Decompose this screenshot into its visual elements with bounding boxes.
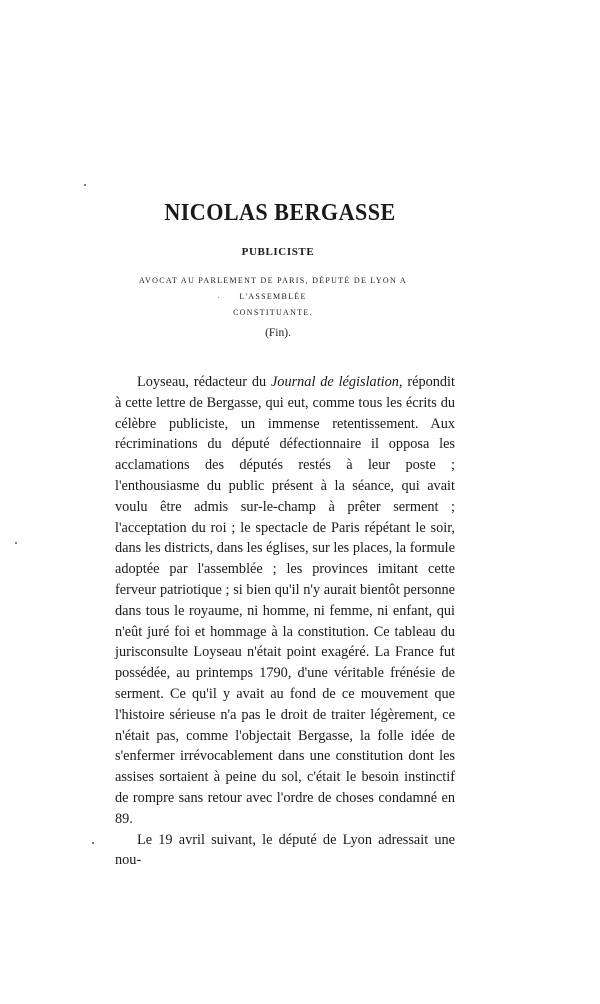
paragraph-1 [115, 372, 455, 830]
body-text [115, 372, 455, 871]
paragraph-1-rest: répondit à cette lettre de Bergasse, qui eut, comme tous les écrits du célèbre publiciste, un immense retentissement. Aux récriminations du député défectionnaire il opposa les acclamations des députés restés à leur poste ; l'enthousiasme du public présent à la séance, qui avait voulu être admis sur-le-champ à prêter serment ; l'acceptation du roi ; le spectacle de Paris répétant le soir, dans les districts, dans les églises, sur les places, la formule adoptée par l'assemblée ; les provinces imitant cette ferveur patriotique ; si bien qu'il n'y aurait bientôt personne dans tous le royaume, ni homme, ni femme, ni enfant, qui n'eût juré foi et hommage à la constitution. Ce tableau du jurisconsulte Loyseau n'était point exagéré. La France fut possédée, au printemps 1790, d'une véritable frénésie de serment. Ce qu'il y avait au fond de ce mouvement que l'histoire sérieuse n'a pas le droit de traiter légèrement, ce n'était pas, comme l'objectait Bergasse, la folle idée de s'enfermer irrévocablement dans une constitution dont les assises sortaient à peine du sol, c'était le besoin instinctif de rompre sans retour avec l'ordre de choses condamné en 89. [115, 374, 455, 827]
article-title: NICOLAS BERGASSE [164, 200, 396, 226]
paper-speck [15, 542, 17, 544]
paragraph-1-start: Loyseau, rédacteur du [137, 374, 271, 390]
paper-speck [218, 297, 219, 298]
continuation-marker: (Fin). [265, 327, 291, 339]
paper-speck [92, 842, 94, 844]
paper-speck [84, 184, 86, 186]
author-descriptor [108, 273, 438, 321]
journal-title: Journal de législation, [270, 374, 403, 390]
descriptor-line-1: AVOCAT AU PARLEMENT DE PARIS, DÉPUTÉ DE LYON A L'ASSEMBLÉE [139, 276, 407, 301]
article-subtitle: PUBLICISTE [241, 246, 315, 258]
descriptor-line-2: CONSTITUANTE. [233, 308, 313, 317]
paragraph-2: Le 19 avril suivant, le député de Lyon adressait une nou- [115, 831, 455, 869]
